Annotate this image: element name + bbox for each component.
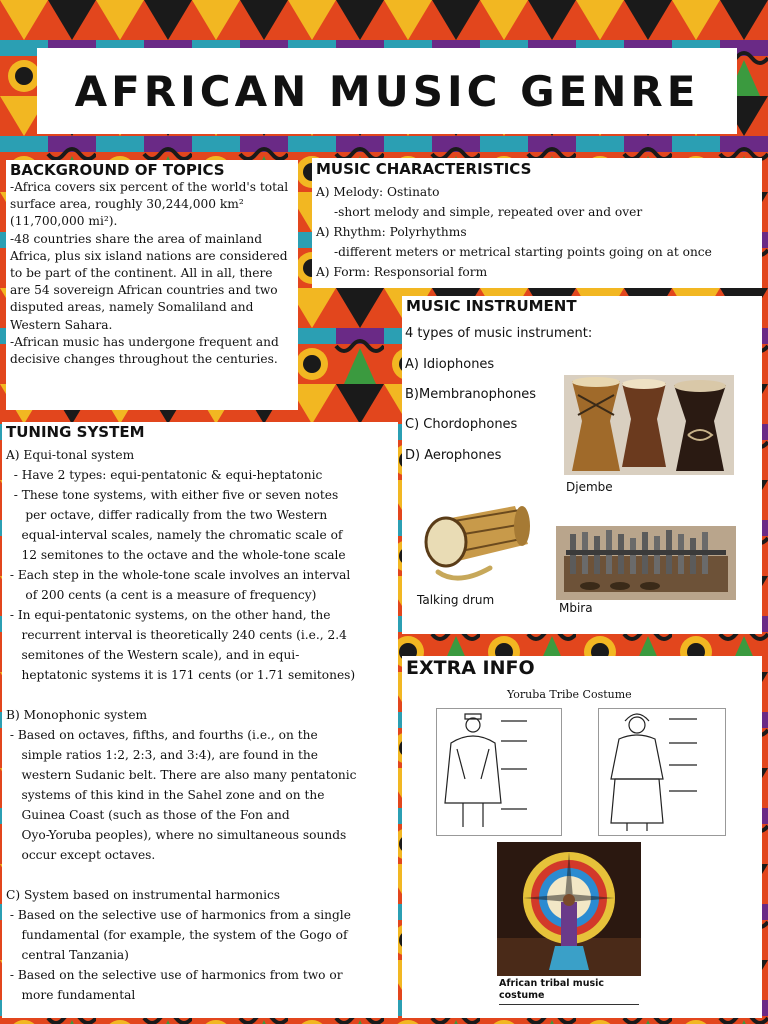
background-heading: BACKGROUND OF TOPICS [10,161,225,179]
instrument-type: C) Chordophones [405,417,518,432]
tuning-line: systems of this kind in the Sahel zone and on the [6,788,325,802]
tribal-costume-image [497,842,641,976]
tuning-panel [2,422,398,1018]
characteristic-line: -different meters or metrical starting points going on at once [334,245,712,259]
tuning-line: semitones of the Western scale), and in equi- [6,648,300,662]
tuning-line: C) System based on instrumental harmonics [6,888,281,902]
tuning-line: equal-interval scales, namely the chromatic scale of [6,528,343,542]
extra-heading: EXTRA INFO [406,657,535,679]
tuning-line: - In equi-pentatonic systems, on the other hand, the [6,608,331,622]
page-title: AFRICAN MUSIC GENRE [74,66,700,116]
tuning-line [6,685,394,705]
tuning-line: B) Monophonic system [6,708,148,722]
tuning-line: - Based on octaves, fifths, and fourths (i.e., on the [6,728,318,742]
tuning-line: - These tone systems, with either five or seven notes [6,488,339,502]
tuning-line: fundamental (for example, the system of the Gogo of [6,928,348,942]
instrument-type: B)Membranophones [405,387,537,402]
djembe-caption: Djembe [566,480,613,494]
tuning-lines [6,445,394,1005]
characteristic-line: A) Melody: Ostinato [316,185,440,199]
mbira-caption: Mbira [559,601,593,615]
tuning-line: more fundamental [6,988,136,1002]
characteristic-line: -short melody and simple, repeated over and over [334,205,643,219]
tuning-line: - Based on the selective use of harmonics from two or [6,968,343,982]
tuning-line: central Tanzania) [6,948,129,962]
talking-drum-caption: Talking drum [417,593,495,607]
tuning-line: per octave, differ radically from the two Western [6,508,328,522]
talking-drum-image [420,500,538,590]
tuning-line: of 200 cents (a cent is a measure of frequency) [6,588,317,602]
yoruba-male-costume-image [436,708,562,836]
tuning-line: 12 semitones to the octave and the whole-tone scale [6,548,346,562]
instrument-heading: MUSIC INSTRUMENT [406,297,577,315]
characteristic-line: A) Form: Responsorial form [316,265,488,279]
tuning-line: heptatonic systems it is 171 cents (or 1.71 semitones) [6,668,356,682]
background-paragraph: -Africa covers six percent of the world's total surface area, roughly 30,244,000 km² (11,700,000 mi²). [10,180,289,229]
background-panel [6,160,298,410]
tribal-costume-caption: African tribal music costume [499,978,639,1005]
tuning-line: western Sudanic belt. There are also many pentatonic [6,768,357,782]
djembe-image [564,375,734,475]
instrument-intro: 4 types of music instrument: [405,326,593,341]
characteristic-line: A) Rhythm: Polyrhythms [316,225,467,239]
instrument-panel [402,296,762,634]
characteristics-panel [312,158,762,288]
tuning-line: A) Equi-tonal system [6,448,135,462]
mbira-image [556,526,736,600]
tuning-line: Oyo-Yoruba peoples), where no simultaneous sounds [6,828,347,842]
tuning-line: - Based on the selective use of harmonics from a single [6,908,351,922]
tuning-line: occur except octaves. [6,848,156,862]
title-panel [37,48,737,134]
tuning-line: Guinea Coast (such as those of the Fon and [6,808,290,822]
tuning-heading: TUNING SYSTEM [6,423,145,441]
background-paragraph: -African music has undergone frequent and decisive changes throughout the centuries. [10,334,279,367]
costume-title: Yoruba Tribe Costume [507,688,632,701]
tuning-line: recurrent interval is theoretically 240 cents (i.e., 2.4 [6,628,347,642]
tuning-line: - Have 2 types: equi-pentatonic & equi-heptatonic [6,468,323,482]
background-paragraph: -48 countries share the area of mainland Africa, plus six island nations are considered to be part of the continent. All in all, there are 54 sovereign African countries and two disputed areas, namely Somaliland and Western Sahara. [10,231,288,332]
talking-drum-icon [426,506,530,578]
extra-panel [402,656,762,1018]
instrument-type: A) Idiophones [405,357,495,372]
instrument-type: D) Aerophones [405,448,502,463]
yoruba-female-costume-image [598,708,726,836]
tuning-line: - Each step in the whole-tone scale involves an interval [6,568,351,582]
characteristics-heading: MUSIC CHARACTERISTICS [316,160,532,178]
tuning-line: simple ratios 1:2, 2:3, and 3:4), are found in the [6,748,318,762]
tuning-line [6,865,394,885]
